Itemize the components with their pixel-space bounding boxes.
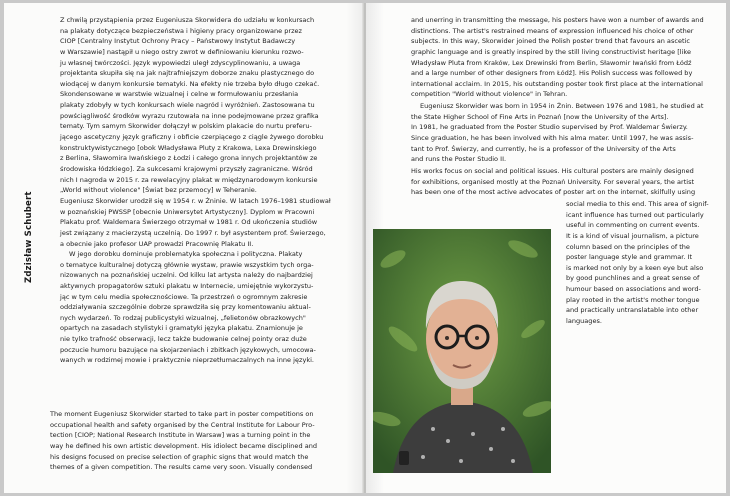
portrait-photo bbox=[373, 229, 551, 473]
text-line: It is a kind of visual journalism, a picture bbox=[566, 231, 699, 240]
right-page bbox=[366, 3, 726, 493]
text-line: is marked not only by a keen eye but also bbox=[566, 263, 704, 272]
text-line: Władysław Pluta from Kraków, Lex Drewinski from Berlin, Sławomir Iwański from Łódź bbox=[411, 58, 692, 67]
text-line: Plakatu prof. Waldemara Świerzego otrzymał w 1981 r. Od ukończenia studiów bbox=[60, 218, 318, 227]
text-line: w Warszawie] nastąpił u niego ostry zwrot w definiowaniu kierunku rozwo- bbox=[60, 47, 304, 56]
text-line: his designs focused on precise selection of graphic signs that would match the bbox=[50, 452, 309, 461]
text-line: w poznańskiej PWSSP [obecnie Uniwersytet Artystyczny]. Dyplom w Pracowni bbox=[60, 207, 315, 216]
polish-bio-block bbox=[60, 196, 331, 249]
english-continued-block bbox=[411, 15, 704, 100]
text-line: Since graduation, he has been involved with his alma mater. Until 1997, he was assis- bbox=[411, 133, 694, 142]
text-line: themes of a given competition. The results came very soon. Visually condensed bbox=[50, 463, 313, 472]
text-line: nizowanych na poznańskiej uczelni. Od kilku lat artysta należy do najbardziej bbox=[60, 271, 313, 280]
text-line: CIOP [Centralny Instytut Ochrony Pracy – Państwowy Instytut Badawczy bbox=[60, 37, 296, 46]
text-line: nie tylko trafność obserwacji, lecz także budowanie celnej pointy oraz duże bbox=[60, 335, 307, 344]
text-line: plakaty zdobyły w tych konkursach wiele nagród i wyróżnień. Zastosowana tu bbox=[60, 101, 315, 110]
text-line: projektanta skupiła się na jak najtrafniejszym doborze znaku plastycznego do bbox=[60, 69, 315, 78]
text-line: oddziaływania szczególnie dobrze sprawdziła się przy komentowaniu aktual- bbox=[60, 303, 311, 312]
text-line: social media to this end. This area of signif- bbox=[566, 200, 709, 208]
text-line: nich I nagroda w 2015 r. za rewelacyjny plakat w międzynarodowym konkursie bbox=[60, 175, 318, 184]
text-line: Eugeniusz Skorwider was born in 1954 in Żnin. Between 1976 and 1981, he studied at bbox=[420, 102, 704, 110]
author-name-vertical: Zdzisław Schubert bbox=[24, 191, 34, 283]
text-line: for exhibitions, organised mostly at the Poznań University. For several years, the artist bbox=[411, 177, 695, 186]
text-line: distinctions. The artist's restrained means of expression influenced his choice of other bbox=[411, 26, 694, 35]
text-line: subjects. In this way, Skorwider joined the Polish poster trend that favours an ascetic bbox=[411, 37, 690, 46]
book-spread bbox=[4, 3, 726, 493]
text-line: aktywnych propagatorów sztuki plakatu w Internecie, umiejętnie wykorzystu- bbox=[60, 281, 314, 290]
text-line: wiodącej w danym konkursie tematyki. Na efekty nie trzeba było długo czekać. bbox=[60, 79, 320, 88]
text-line: languages. bbox=[566, 317, 602, 326]
polish-text-block-1 bbox=[60, 15, 323, 196]
text-line: tematy. Tym samym Skorwider dołączył w polskim plakacie do nurtu preferu- bbox=[60, 122, 312, 131]
text-line: poster language style and grammar. It bbox=[566, 253, 693, 262]
text-line: poczucie humoru bazujące na skojarzeniach i zbitkach językowych, umocowa- bbox=[60, 345, 316, 354]
text-line: play rooted in the artist's mother tongue bbox=[566, 295, 700, 304]
english-works-block bbox=[411, 166, 695, 198]
english-column-block bbox=[566, 199, 709, 327]
polish-works-block bbox=[60, 249, 316, 366]
text-line: and runs the Poster Studio II. bbox=[411, 155, 507, 164]
text-line: jącego ascetyczny język graficzny i obficie czerpiącego z ciągle żywego dorobku bbox=[60, 133, 324, 142]
english-intro-block bbox=[50, 409, 317, 473]
portrait-illustration bbox=[373, 229, 551, 473]
english-bio-block bbox=[411, 101, 703, 165]
text-line: W jego dorobku dominuje problematyka społeczna i polityczna. Plakaty bbox=[69, 250, 303, 258]
text-line: occupational health and safety organised by the Central Institute for Labour Pro- bbox=[50, 420, 315, 429]
text-line: way he defined his own artistic development. His idiolect became disciplined and bbox=[50, 441, 318, 450]
text-line: ju własnej twórczości. Język wypowiedzi uległ zdyscyplinowaniu, a uwaga bbox=[60, 58, 301, 67]
text-line: column based on the principles of the bbox=[566, 242, 690, 251]
text-line: tant to Prof. Świerzy, and currently, he is a professor of the University of the Arts bbox=[411, 144, 676, 153]
text-line: nych wydarzeń. To rodzaj publicystyki wizualnej, „felietonów obrazkowych" bbox=[60, 313, 306, 322]
text-line: jąc w tym celu media społecznościowe. Ta przestrzeń o ogromnym zakresie bbox=[60, 292, 308, 301]
text-line: opartych na zasadach stylistyki i gramatyki języka plakatu. Znamionuje je bbox=[60, 324, 303, 333]
text-line: humour based on associations and word- bbox=[566, 285, 701, 294]
text-line: „World without violence" [Świat bez przemocy] w Teheranie. bbox=[60, 186, 257, 195]
text-line: international acclaim. In 2015, his outstanding poster took first place at the international bbox=[411, 79, 703, 88]
text-line: o tematyce kulturalnej dotyczą głównie wystaw, prawie wszystkim tych orga- bbox=[60, 260, 314, 269]
text-line: Eugeniusz Skorwider urodził się w 1954 r. w Żninie. W latach 1976–1981 studiował bbox=[60, 197, 331, 205]
text-line: the State Higher School of Fine Arts in Poznań [now the University of the Arts]. bbox=[411, 112, 669, 121]
text-line: wanych w rodzimej mowie i praktycznie nieprzetłumaczalnych na inne języki. bbox=[60, 356, 315, 365]
left-page bbox=[4, 3, 364, 493]
text-line: na plakaty dotyczące bezpieczeństwa i higieny pracy organizowane przez bbox=[60, 26, 302, 35]
text-line: by good punchlines and a great sense of bbox=[566, 274, 700, 283]
text-line: jest związany z macierzystą uczelnią. Do 1997 r. był asystentem prof. Świerzego, bbox=[60, 228, 326, 237]
text-line: and a large number of other designers from Łódź]. His Polish success was followed by bbox=[411, 69, 693, 78]
text-line: useful in commenting on current events. bbox=[566, 221, 700, 230]
text-line: icant influence has turned out particularly bbox=[566, 210, 704, 219]
text-line: tection [CIOP; National Research Institute in Warsaw] was a turning point in the bbox=[50, 431, 311, 440]
text-line: z Berlina, Sławomira Iwańskiego z Łodzi i całego grona innych projektantów ze bbox=[60, 154, 318, 163]
text-line: competition "World without violence" in Tehran. bbox=[411, 90, 568, 99]
text-line: In 1981, he graduated from the Poster Studio supervised by Prof. Waldemar Świerzy. bbox=[411, 123, 688, 132]
text-line: and unerring in transmitting the message, his posters have won a number of awards and bbox=[411, 16, 704, 24]
text-line: środowiska łódzkiego]. Za sukcesami krajowymi przyszły zagraniczne. Wśród bbox=[60, 164, 313, 173]
text-line: konstruktywistycznego [obok Władysława Pluty z Krakowa, Lexa Drewinskiego bbox=[60, 143, 317, 152]
text-line: Z chwilą przystąpienia przez Eugeniusza Skorwidera do udziału w konkursach bbox=[60, 16, 315, 24]
text-line: His works focus on social and political issues. His cultural posters are mainly designed bbox=[411, 167, 694, 175]
text-line: a obecnie jako profesor UAP prowadzi Pracownię Plakatu II. bbox=[60, 239, 254, 248]
text-line: and practically untranslatable into other bbox=[566, 306, 699, 315]
text-line: graphic language and is greatly inspired by the still living constructivist heritage [like bbox=[411, 47, 691, 56]
text-line: powściągliwość środków wyrazu rzutowała na inne podejmowane przez grafika bbox=[60, 111, 319, 120]
text-line: has been one of the most active advocates of poster art on the internet, skilfully using bbox=[411, 188, 696, 197]
text-line: Skondensowane w warstwie wizualnej i celne w formułowaniu przesłania bbox=[60, 90, 299, 99]
text-line: The moment Eugeniusz Skorwider started to take part in poster competitions on bbox=[50, 410, 314, 418]
